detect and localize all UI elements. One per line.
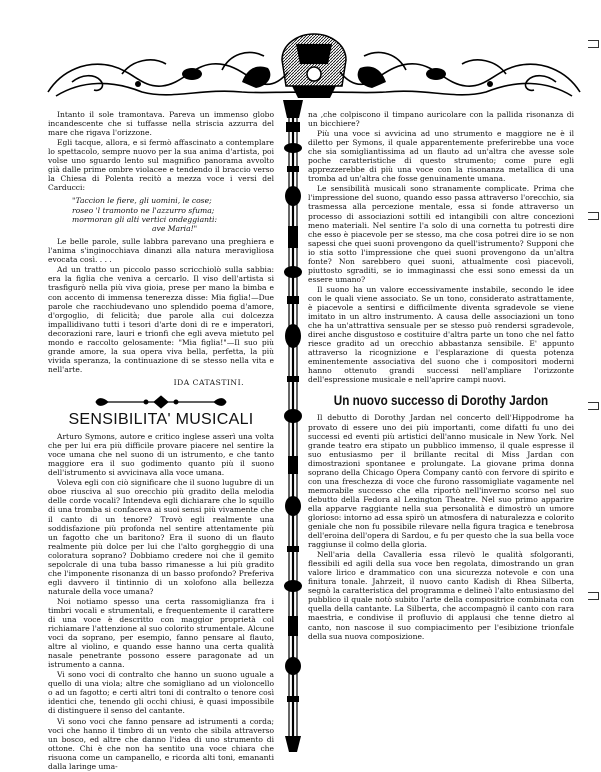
poem-line: mormoran gli alti vertici ondeggianti: (72, 214, 218, 224)
paragraph: Vi sono voci che fanno pensare ad istrumenti a corda; voci che hanno il timbro di un vento che sibila attraverso un bosco, ed altre che danno l'idea di uno strumento di ottone. Chi è che non ha sentito una voce chiara che risuona come un campanello, e ricorda alti toni, emananti dalla laringe uma- (48, 716, 274, 771)
paragraph: Le belle parole, sulle labbra parevano una preghiera e l'anima s'inginocchiava dinanzi alla natura meravigliosa evocata così. . . . (48, 237, 274, 265)
poem-line: ave Maria!" (152, 224, 198, 234)
header-ornament (42, 30, 586, 100)
paragraph: Intanto il sole tramontava. Pareva un immenso globo incandescente che si tuffasse nella striscia azzurra del mare che rigava l'orizzone. (48, 110, 274, 138)
paragraph: Noi notiamo spesso una certa rassomiglianza fra i timbri vocali e strumentali, e frequentemente il carattere di una voce è descritto con maggior proprietà col richiamare l'attenzione al suo colorito strumentale. Alcune voci da soprano, per esempio, fanno pensare al flauto, altre al violino, e quando esse hanno una certa qualità nasale penetrante possono essere paragonate ad un istrumento a canna. (48, 596, 274, 670)
section-title: SENSIBILITA' MUSICALI (68, 411, 254, 429)
binding-mark (588, 402, 599, 410)
paragraph: Le sensibilità musicali sono stranamente complicate. Prima che l'impressione del suono, quando esso passa attraverso l'orecchio, sia trasmessa alla percezione mentale, essa si fonde attraverso un processo di associazioni sottili ed intangibili con altre concezioni meno materiali. Nel sentire l'a solo di una cornetta tu potresti dire che esso è piacevole per se stesso, ma che cosa potrei dire io se non sapessi che quei suoni provengono da quell'istrumento? Supponi che io stia sotto l'impressione che quei suoni provengono da un'altra fonte? Non sarebbero quei suoni, attualmente così piacevoli, piuttosto sgraditi, se io immaginassi che essi sono emessi da un essere umano? (308, 184, 574, 284)
binding-mark (588, 40, 599, 48)
paragraph: Il suono ha un valore eccessivamente instabile, secondo le idee con le quali viene associato. Se un tono, considerato astrattamente, è piacevole a sentirsi e difficilmente diventa sgradevole se viene imitato in un altro instrumento. A causa delle associazioni un tono che ha un'attrattiva sensuale per se stesso può rendersi sgradevole, direi anche disgustoso e costituire d'altra parte un tono che nel fatto riesce gradito ad un orecchio abbastanza sensibile. E' appunto attraverso la ricognizione e l'esplarazione di questa potenza eminentemente associativa del suono che i compositori moderni hanno ottenuto grandi successi nell'ampliare l'orizzonte dell'espressione musicale e nell'aprire campi nuovi. (308, 284, 574, 385)
paragraph: Ad un tratto un piccolo passo scricchiolò sulla sabbia: era la figlia che veniva a cercarlo. Il viso dell'artista si trasfigurò nella più viva gioia, prese per mano la bimba e con accento di immensa tenerezza disse: Mia figlia!—Due parole che racchiudevano uno splendido poema d'amore, d'orgoglio, di felicità; due parole alla cui dolcezza impallidivano tutti i tesori d'arte doni di re e imperatori, decorazioni rare, lauri e trionfi che egli aveva mietuto pel mondo e raccolto gelosamente: "Mia figlia!"—Il suo più grande amore, la sua opera viva bella, perfetta, la più vivida speranza, la continuazione di se stesso nella vita e nell'arte. (48, 265, 274, 374)
poem-quote (72, 196, 274, 233)
poem-line: roseo 'l tramonto ne l'azzurro sfuma; (72, 205, 215, 215)
author-signature: IDA CATASTINI. (173, 377, 244, 387)
section-title: Un nuovo successo di Dorothy Jardon (333, 393, 549, 409)
paragraph: na ,che colpiscono il timpano auricolare con la pallida risonanza di un bicchiere? (308, 110, 574, 129)
paragraph: Vi sono voci di contralto che hanno un suono uguale a quello di una viola; altre che somigliano ad un violoncello o ad un fagotto; e certi altri toni di contralto o tenore così identici che, tenendo gli occhi chiusi, è quasi impossibile di distinguere il senso del cantante. (48, 670, 274, 716)
paragraph: Nell'aria della Cavalleria essa rilevò le qualità sfolgoranti, flessibili ed agili della sua voce ben regolata, dimostrando un gran valore lirico e drammatico con una sicurezza notevole e con una finitura tonale. Jahrzeit, il nuovo canto Kadish di Rhea Silberta, segnò la caratteristica del programma e delineò l'alto entusiasmo del pubblico il quale notò subito l'arte della compositrice combinata con quella della cantante. La Silberta, che accompagnò il canto con rara maestria, e condivise il profluvio di applausi che tenne dietro al canto, non nascose il suo compiacimento per l'esibizione trionfale della sua nuova composizione. (308, 550, 574, 641)
left-column (48, 110, 274, 772)
paragraph: Più una voce si avvicina ad uno strumento e maggiore ne è il diletto per Symons, il quale apparentemente preferirebbe una voce che sia somigliantissima ad un flauto ad un'altra che avesse sole poche caratteristiche di questo strumento; come pure egli apprezzerebbe di più una voce con la risonanza metallica di una tromba ad un'altra che fosse genuinamente umana. (308, 129, 574, 184)
paragraph: Il debutto di Dorothy Jardan nel concerto dell'Hippodrome ha provato di essere uno dei più importanti, come difatti fu uno dei successi ed eventi più artistici dell'anno musicale in New York. Nel grande teatro era stipato un pubblico immenso, il quale espresse il suo entusiasmo per il brillante recital di Miss Jardan con dimostrazioni spontanee e prolungate. La giovane prima donna soprano della Chicago Opera Company cantò con fervore di spirito e con una freschezza di voce che furono rassomigliate vagamente nel memorabile successo che ella riportò nell'inverno scorso nel suo debutto della Fedora al Lexington Theatre. Nel suo primo apparire ella apparve raggiante nella sua personalità e dimostrò un umore glorioso: intorno ad essa spirò un atmosfera di naturalezza e colorito geniale che non fu possibile rilevare nella figura tragica e tenebrosa dell'eroina dell'opera di Sardou, e fu per questo che la sua bella voce raggiunse il colmo della gloria. (308, 413, 574, 550)
binding-mark (588, 212, 599, 220)
column-divider-ornament (281, 96, 305, 756)
paragraph: Voleva egli con ciò significare che il suono lugubre di un oboe riusciva al suo orecchio più gradito della melodia delle corde vocali? Intendeva egli dichiarare che lo squillo di una tromba si confaceva ai suoi sensi più vivamente che il canto di un tenore? Trovò egli realmente una soddisfazione più profonda nel sentire attentamente più un fagotto che un baritono? Era il suono di un flauto realmente più dolce per lui che l'alto gorgheggio di una coloratura soprano? Dobbiamo credere noi che il gemito sepolcrale di una tuba basso rimanesse a lui più gradito che l'imponente risonanza di un basso profondo? Preferiva egli davvero il tintinnio di un xolofono alla bellezza naturale della voce umana? (48, 478, 274, 596)
paragraph: Arturo Symons, autore e critico inglese asserì una volta che per lui era più difficile provare piacere nel sentire la voce umana che nel suono di un istrumento, e che tanto maggiore era il suo godimento quanto più il suono dell'istrumento si avvicinava alla voce umana. (48, 432, 274, 478)
section-divider-ornament (48, 393, 274, 411)
right-column (308, 110, 574, 642)
poem-line: "Taccion le fiere, gli uomini, le cose; (72, 196, 212, 206)
paragraph: Egli tacque, allora, e si fermò affascinato a contemplare lo spettacolo, sempre nuovo per la sua anima d'artista, poi volse uno sguardo lento sul magnifico panorama avvolto già dalle prime ombre violacee e tendendo il braccio verso la Chiesa di Polenta recitò a mezza voce i versi del Carducci: (48, 138, 274, 193)
binding-mark (588, 592, 599, 600)
